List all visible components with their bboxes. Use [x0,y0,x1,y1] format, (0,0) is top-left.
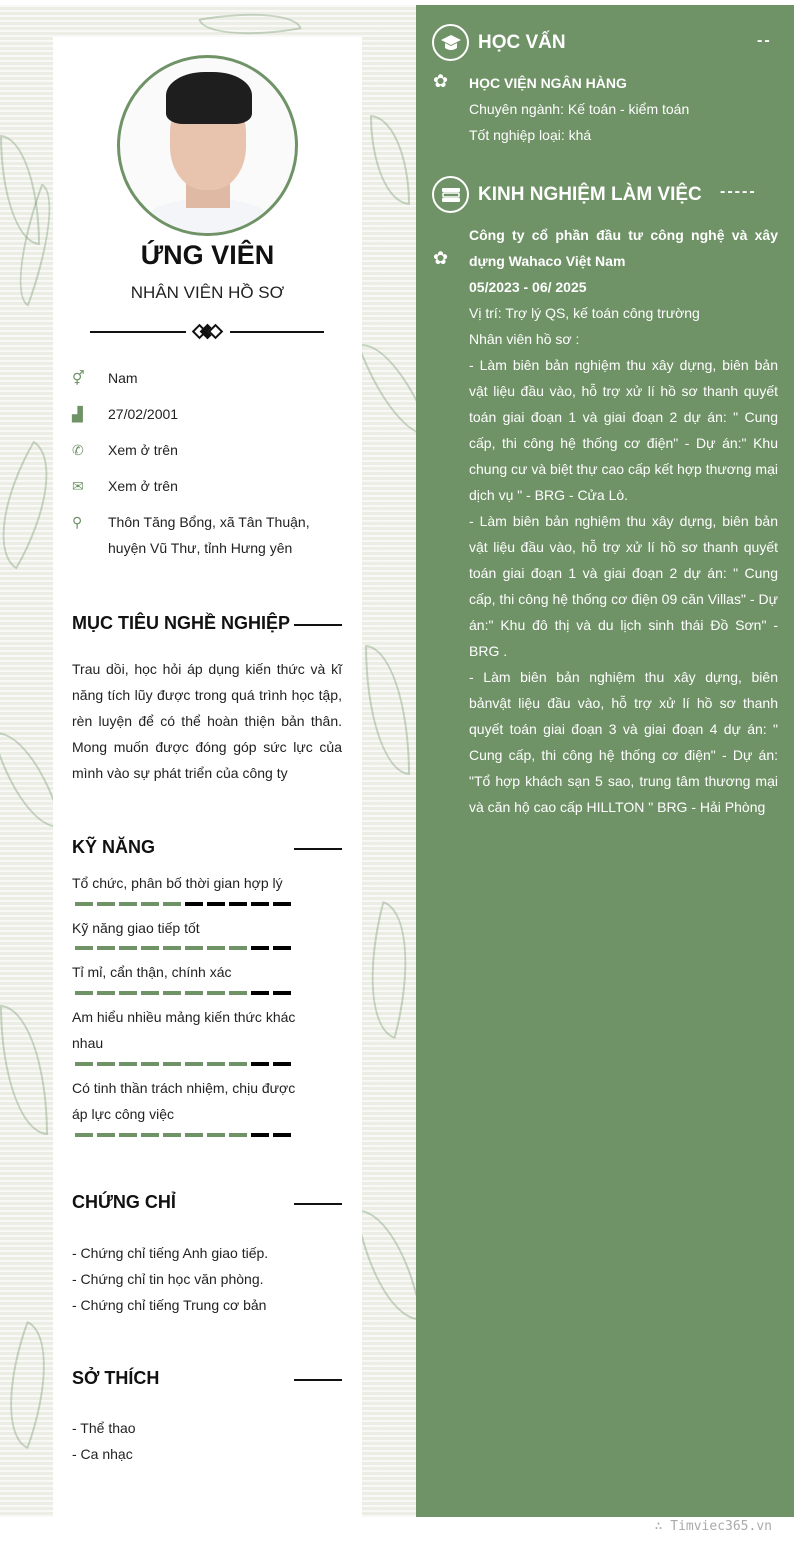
skill-name: Tỉ mỉ, cẩn thận, chính xác [72,964,232,980]
education-entry: HỌC VIỆN NGÂN HÀNG Chuyên ngành: Kế toán - kiểm toán Tốt nghiệp loại: khá [469,75,690,143]
task-item: - Làm biên bản nghiệm thu xây dựng, biên bảnvật liệu đầu vào, hỗ trợ xử lí hồ sơ thanh quyết toán giai đoạn 3 và giai đoạn 4 dự án: " Cung cấp, thi công hệ thống cơ điện" - Dự án: "Tổ hợp khách sạn 5 sao, trung tâm thương mại và căn hộ cao cấp HILLTON " BRG - Hải Phòng [469,669,778,815]
experience-entry [469,222,778,820]
section-title-skills: KỸ NĂNG [72,837,342,858]
list-item: - Chứng chỉ tin học văn phòng. [72,1271,264,1287]
watermark: ∴ Timviec365.vn [654,1519,772,1534]
section-title-experience: KINH NGHIỆM LÀM VIỆC [432,176,702,213]
phone-icon: ✆ [72,442,84,458]
section-title-hobbies: SỞ THÍCH [72,1368,342,1389]
job-title: NHÂN VIÊN HỒ SƠ [130,283,285,302]
skill-bar [75,1133,291,1137]
skill-name: Tổ chức, phân bố thời gian hợp lý [72,875,283,891]
info-birthday: ▟ 27/02/2001 [72,401,342,427]
position: Vị trí: Trợ lý QS, kế toán công trường [469,305,700,321]
company-name: Công ty cổ phần đầu tư công nghệ và xây dựng Wahaco Việt Nam [469,227,778,269]
skill-name: Có tinh thần trách nhiệm, chịu được áp lực công việc [72,1080,296,1122]
task-item: - Làm biên bản nghiệm thu xây dựng, biên bản vật liệu đầu vào, hỗ trợ xử lí hồ sơ thanh quyết toán giai đoạn 1 và giai đoạn 2 dự án: " Cung cấp, thi công hệ thống cơ điện" - Dự án:" Khu chung cư và biệt thự cao cấp kết hợp thương mại dịch vụ " - BRG - Cửa Lò. [469,357,778,503]
flower-bullet-icon: ✿ [433,71,449,91]
section-title-education: HỌC VẤN [432,24,566,61]
task-item: - Làm biên bản nghiệm thu xây dựng, biên bản vật liệu đầu vào, hỗ trợ xử lí hồ sơ thanh quyết toán giai đoạn 1 và giai đoạn 2 dự án: " Cung cấp, thi công hệ thống cơ điện 09 căn Villas" - Dự án:" Khu đô thị và du lịch sinh thái Đồ Sơn" - BRG . [469,513,778,659]
info-email: ✉ Xem ở trên [72,473,342,499]
birthday-cake-icon: ▟ [72,406,83,422]
graduation-cap-icon [432,24,469,61]
title-dash: -- [757,32,772,49]
certificates-list [72,1240,342,1318]
candidate-name: ỨNG VIÊN [140,240,275,270]
gender-icon: ⚥ [72,370,85,386]
avatar [117,55,298,236]
objective-text: Trau dồi, học hỏi áp dụng kiến thức và kĩ năng tích lũy được trong quá trình học tập, rèn luyện để có thể hoàn thiện bản thân. Mong muốn được đóng góp sức lực của mình vào sự phát triển của công ty [72,661,342,781]
books-icon [432,176,469,213]
work-period: 05/2023 - 06/ 2025 [469,279,587,295]
list-item: - Ca nhạc [72,1446,133,1462]
section-title-objective: MỤC TIÊU NGHỀ NGHIỆP [72,613,342,634]
info-gender: ⚥ Nam [72,365,342,391]
skill-bar [75,946,291,950]
section-title-certificates: CHỨNG CHỈ [72,1192,342,1213]
title-dash: ----- [720,183,757,200]
hobbies-list [72,1415,342,1467]
skill-name: Kỹ năng giao tiếp tốt [72,920,200,936]
map-marker-icon: ⚲ [72,514,83,530]
envelope-icon: ✉ [72,478,84,494]
info-phone: ✆ Xem ở trên [72,437,342,463]
skill-bar [75,902,291,906]
skill-bar [75,1062,291,1066]
list-item: - Chứng chỉ tiếng Trung cơ bản [72,1297,267,1313]
flower-bullet-icon: ✿ [433,248,449,268]
list-item: - Thể thao [72,1420,136,1436]
ornament-divider [90,323,324,341]
skill-name: Am hiểu nhiều mảng kiến thức khác nhau [72,1009,296,1051]
role: Nhân viên hồ sơ : [469,331,580,347]
info-address: ⚲ Thôn Tăng Bổng, xã Tân Thuận, huyện Vũ Thư, tỉnh Hưng yên [72,509,342,561]
skill-bar [75,991,291,995]
list-item: - Chứng chỉ tiếng Anh giao tiếp. [72,1245,269,1261]
contact-info [72,365,342,571]
